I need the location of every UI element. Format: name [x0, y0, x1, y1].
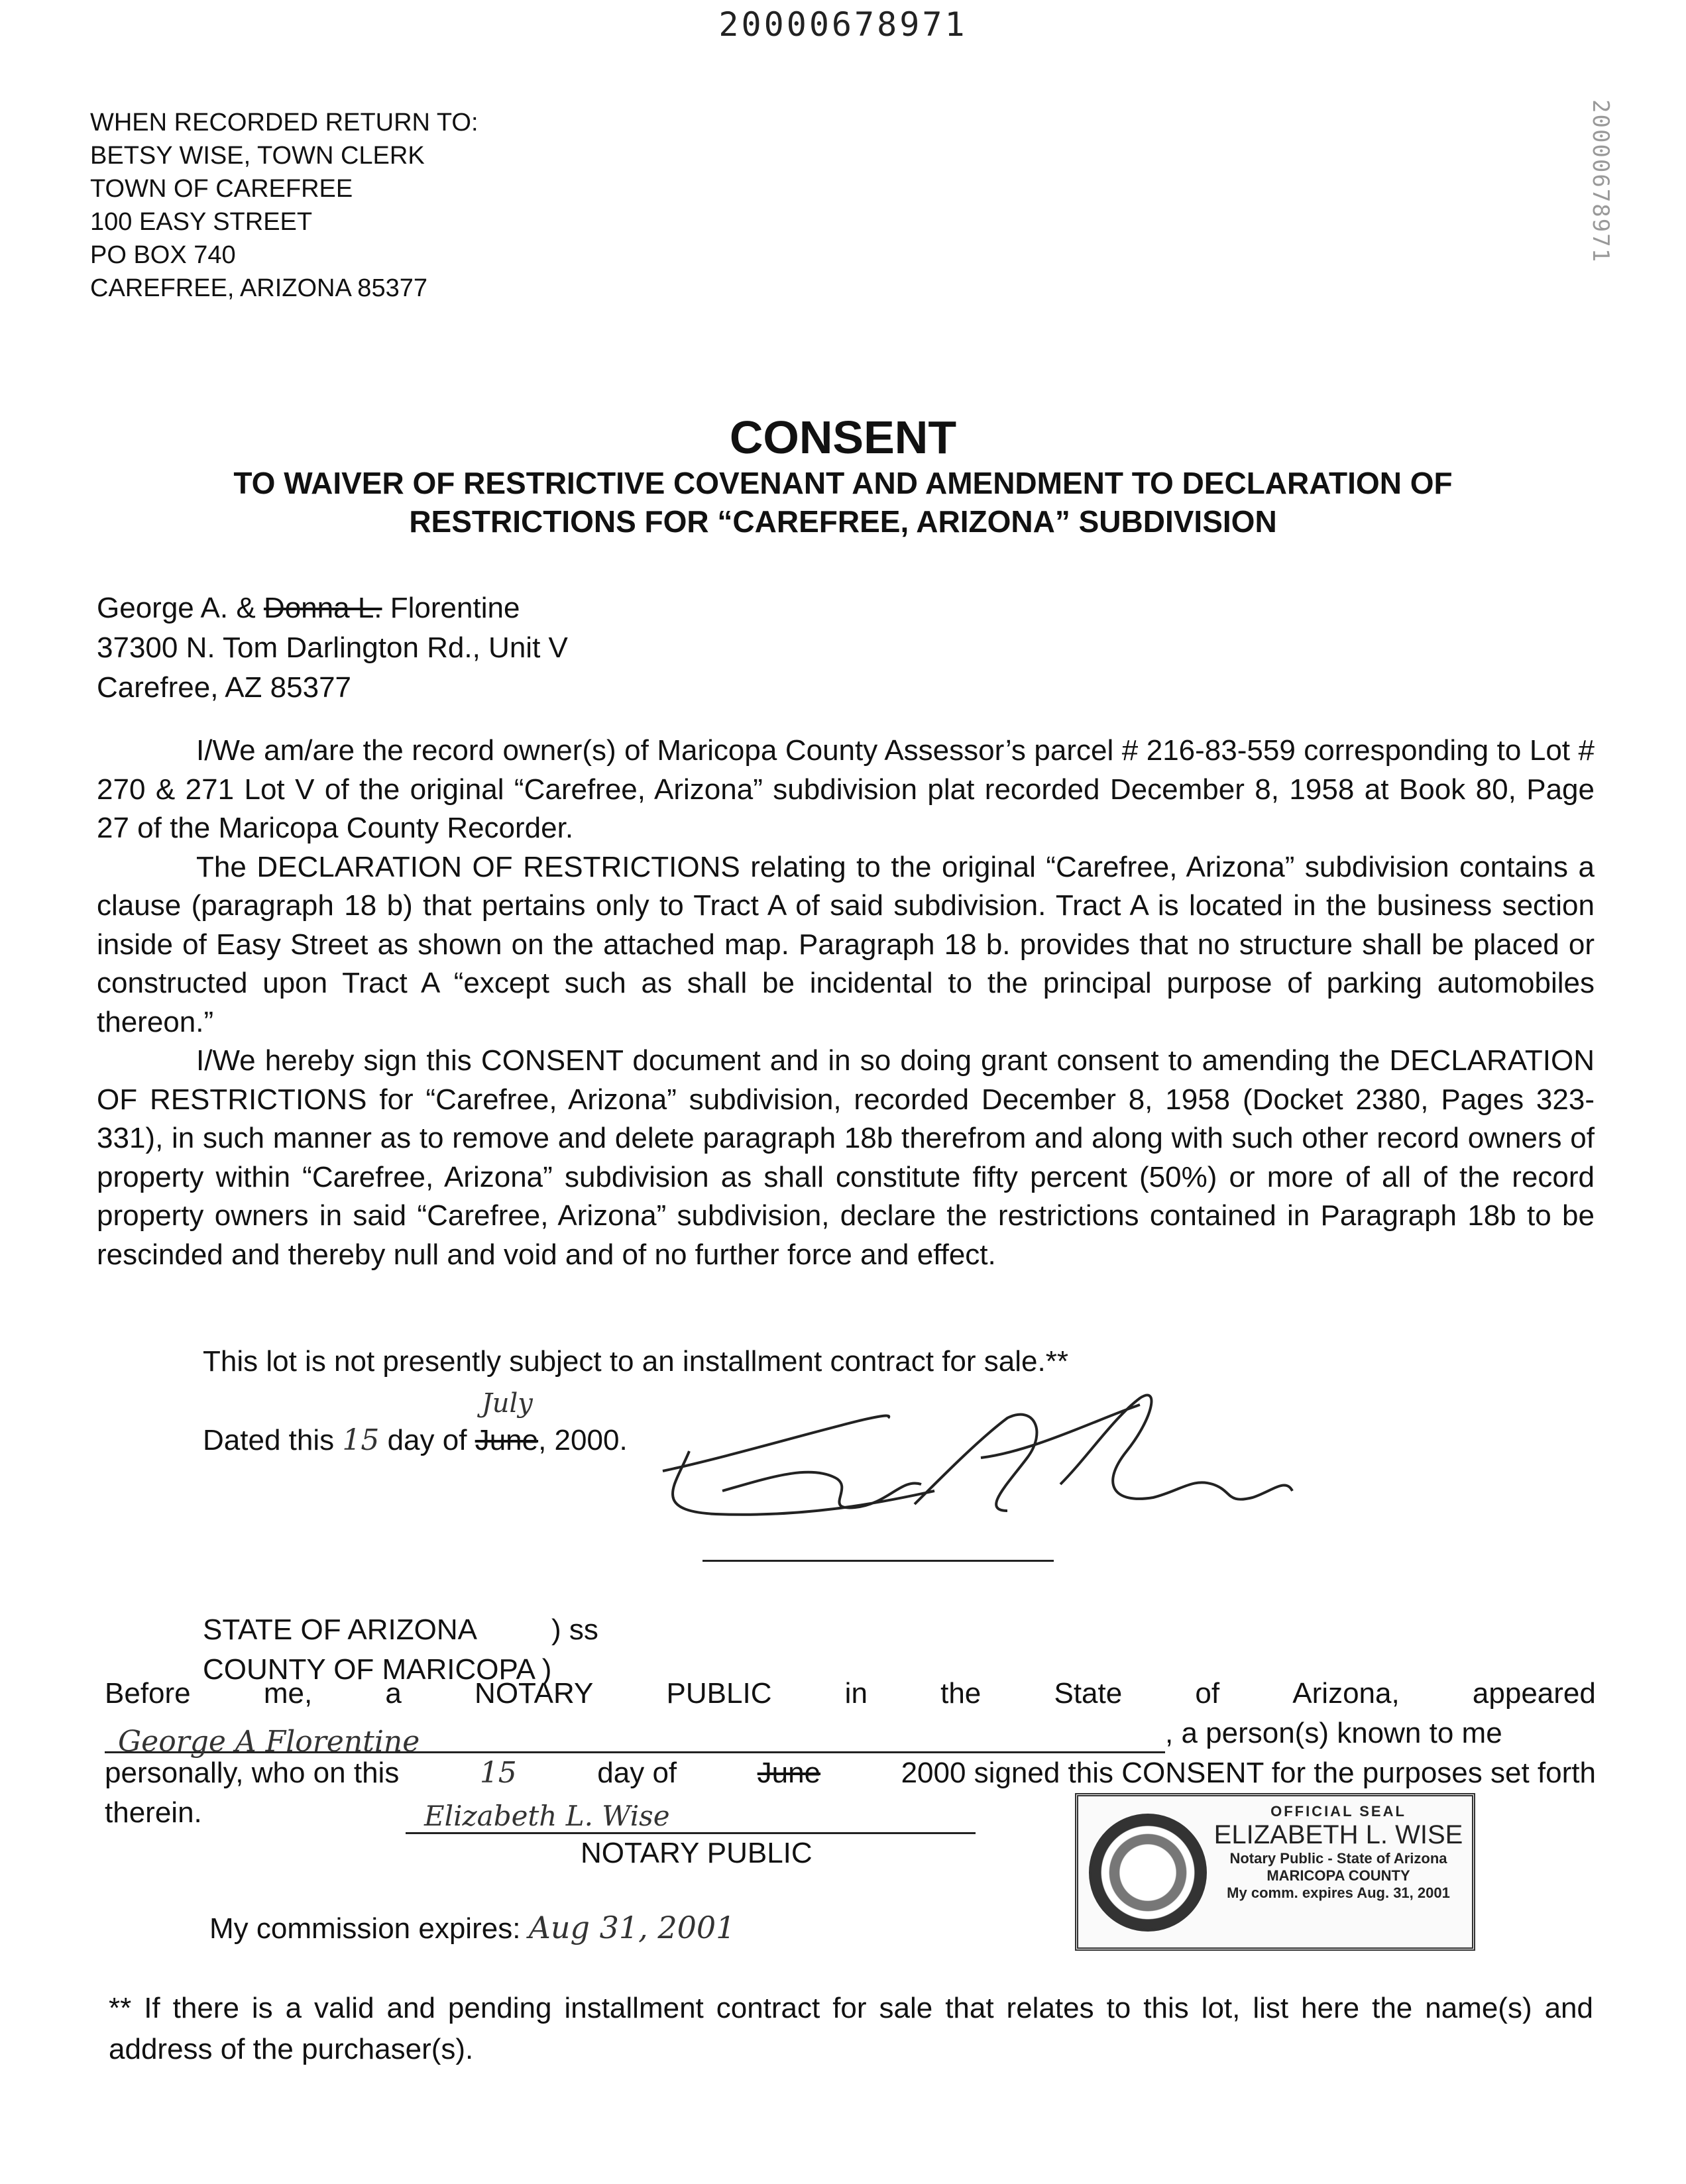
notary-signature: Elizabeth L. Wise	[424, 1800, 670, 1832]
notary-signature-line	[406, 1832, 976, 1834]
owner-name-suffix: Florentine	[390, 592, 520, 624]
notary-word: the	[940, 1677, 982, 1710]
notary-line-3a: personally, who on this	[105, 1757, 400, 1789]
owner-address-2: Carefree, AZ 85377	[97, 671, 352, 704]
notary-word: me,	[263, 1677, 313, 1710]
dated-year: , 2000.	[538, 1424, 628, 1456]
dated-month-written: July	[481, 1388, 533, 1419]
owner-block	[97, 588, 568, 708]
owner-name-prefix: George A. &	[97, 592, 256, 624]
appeared-name-field	[105, 1722, 1165, 1759]
return-line: WHEN RECORDED RETURN TO:	[90, 109, 478, 136]
notary-line-2	[105, 1714, 1596, 1759]
dated-month-struck: June	[475, 1424, 539, 1456]
dated-day: 15	[342, 1423, 380, 1457]
seal-line-2: ELIZABETH L. WISE	[1213, 1820, 1463, 1849]
return-line: PO BOX 740	[90, 241, 236, 269]
notary-line-3b: day of	[597, 1757, 677, 1789]
body-paragraphs	[97, 732, 1595, 1274]
seal-line-3: Notary Public - State of Arizona	[1229, 1850, 1447, 1867]
venue-county: COUNTY OF MARICOPA )	[203, 1653, 552, 1686]
return-line: BETSY WISE, TOWN CLERK	[90, 142, 425, 170]
owner-address-1: 37300 N. Tom Darlington Rd., Unit V	[97, 631, 568, 664]
dated-middle: day of	[387, 1424, 467, 1456]
notary-word: of	[1195, 1677, 1220, 1710]
notary-word: appeared	[1472, 1677, 1596, 1710]
notary-line-4: therein.	[105, 1796, 202, 1829]
venue-state-row	[203, 1610, 598, 1650]
dated-prefix: Dated this	[203, 1424, 335, 1456]
notary-word: a	[385, 1677, 402, 1710]
side-stamp: 20000678971	[1587, 99, 1614, 264]
notary-word: Before	[105, 1677, 191, 1710]
subtitle-line-2: RESTRICTIONS FOR “CAREFREE, ARIZONA” SUBDIVISION	[409, 504, 1277, 539]
notary-month-struck: June	[757, 1757, 821, 1789]
seal-line-4: MARICOPA COUNTY	[1266, 1867, 1410, 1884]
commission-label: My commission expires:	[209, 1912, 521, 1945]
commission-expires	[209, 1910, 735, 1945]
dated-month	[475, 1388, 539, 1457]
notary-line-1	[105, 1674, 1596, 1714]
known-text: , a person(s) known to me	[1165, 1717, 1502, 1749]
appeared-name: George A Florentine	[118, 1725, 420, 1759]
return-address-block	[90, 106, 478, 305]
notary-line-3c: 2000 signed this CONSENT for the purposes set forth	[901, 1757, 1596, 1789]
state-seal-icon	[1089, 1814, 1207, 1932]
signature-line	[702, 1560, 1054, 1562]
no-contract-statement: This lot is not presently subject to an installment contract for sale.**	[203, 1345, 1068, 1378]
paragraph-consent: I/We hereby sign this CONSENT document and in so doing grant consent to amending the DECLARATION OF RESTRICTIONS for “Carefree, Arizona” subdivision, recorded December 8, 1958 (Docket 2380, Pages 323-331), in such manner as to remove and delete paragraph 18b therefrom and along with such other record owners of property within “Carefree, Arizona” subdivision as shall constitute fifty percent (50%) or more of all of the record property owners in said “Carefree, Arizona” subdivision, declare the restrictions contained in Paragraph 18b to be rescinded and thereby null and void and of no further force and effect.	[97, 1044, 1595, 1271]
dated-line	[203, 1388, 628, 1457]
subtitle-line-1: TO WAIVER OF RESTRICTIVE COVENANT AND AMENDMENT TO DECLARATION OF	[233, 466, 1453, 500]
return-line: 100 EASY STREET	[90, 208, 313, 236]
seal-line-5: My comm. expires Aug. 31, 2001	[1227, 1884, 1450, 1901]
venue-state: STATE OF ARIZONA	[203, 1613, 476, 1646]
notary-line-3	[105, 1753, 1596, 1793]
notary-word: NOTARY	[475, 1677, 594, 1710]
footnote: ** If there is a valid and pending installment contract for sale that relates to this lot, list here the name(s) and address of the purchaser(s).	[109, 1992, 1593, 2065]
owner-name	[97, 588, 568, 628]
paragraph-declaration: The DECLARATION OF RESTRICTIONS relating to the original “Carefree, Arizona” subdivision contains a clause (paragraph 18 b) that pertains only to Tract A of said subdivision. Tract A is located in the business section inside of Easy Street as shown on the attached map. Paragraph 18 b. provides that no structure shall be placed or constructed upon Tract A “except such as shall be incidental to the principal purpose of parking automobiles thereon.”	[97, 850, 1595, 1038]
venue-ss: ) ss	[551, 1613, 598, 1646]
notary-seal-stamp	[1075, 1793, 1475, 1951]
notary-word: Arizona,	[1292, 1677, 1400, 1710]
notary-public-label: NOTARY PUBLIC	[581, 1837, 813, 1869]
notary-word: in	[844, 1677, 868, 1710]
document-number: 20000678971	[718, 5, 968, 44]
document-title: CONSENT	[729, 411, 957, 463]
notary-word: State	[1054, 1677, 1123, 1710]
seal-text	[1211, 1803, 1466, 1902]
return-line: CAREFREE, ARIZONA 85377	[90, 274, 427, 302]
paragraph-ownership: I/We am/are the record owner(s) of Maricopa County Assessor’s parcel # 216-83-559 corresponding to Lot # 270 & 271 Lot V of the original “Carefree, Arizona” subdivision plat recorded December 8, 1958 at Book 80, Page 27 of the Maricopa County Recorder.	[97, 734, 1595, 844]
document-subtitle	[0, 464, 1686, 541]
seal-line-1: OFFICIAL SEAL	[1270, 1803, 1406, 1820]
notary-day: 15	[479, 1756, 517, 1790]
return-line: TOWN OF CAREFREE	[90, 175, 353, 203]
owner-signature	[636, 1378, 1319, 1537]
owner-name-struck: Donna L.	[263, 592, 382, 624]
notary-word: PUBLIC	[666, 1677, 772, 1710]
commission-date: Aug 31, 2001	[528, 1910, 736, 1945]
